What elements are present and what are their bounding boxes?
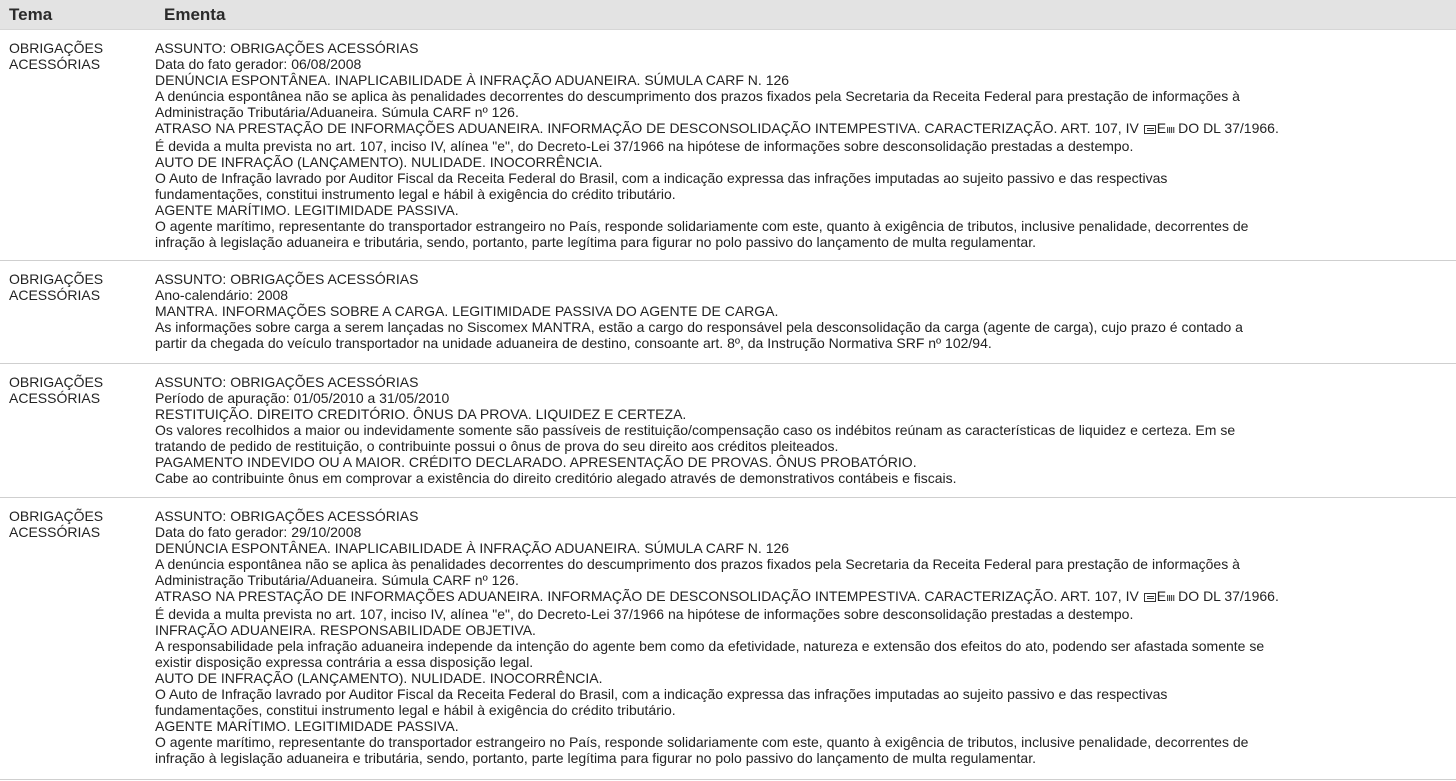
document-icon — [1144, 593, 1156, 602]
ementa-line: Ano-calendário: 2008 — [155, 287, 289, 303]
ementa-line: Cabe ao contribuinte ônus em comprovar a existência do direito creditório alegado através de demonstrativos contábeis e fiscais. — [155, 470, 957, 486]
tema-line: ACESSÓRIAS — [9, 287, 101, 303]
ementa-line: tratando de pedido de restituição, o contribuinte possui o ônus de prova do seu direito aos créditos pleiteados. — [155, 438, 839, 454]
cell-ementa — [155, 261, 1456, 363]
ementa-line: DENÚNCIA ESPONTÂNEA. INAPLICABILIDADE À INFRAÇÃO ADUANEIRA. SÚMULA CARF N. 126 — [155, 540, 790, 556]
table-body — [0, 30, 1456, 780]
ementa-line: RESTITUIÇÃO. DIREITO CREDITÓRIO. ÔNUS DA PROVA. LIQUIDEZ E CERTEZA. — [155, 406, 687, 422]
ementa-line: ASSUNTO: OBRIGAÇÕES ACESSÓRIAS — [155, 40, 419, 56]
tema-line: OBRIGAÇÕES — [9, 271, 104, 287]
ementa-text: ATRASO NA PRESTAÇÃO DE INFORMAÇÕES ADUANEIRA. INFORMAÇÃO DE DESCONSOLIDAÇÃO INTEMPESTIVA. CARACTERIZAÇÃO. ART. 107, IV — [155, 120, 1143, 136]
ementa-line: Os valores recolhidos a maior ou indevidamente somente são passíveis de restituição/compensação caso os indébitos reúnam as características de liquidez e certeza. Em se — [155, 422, 1236, 438]
ementa-text: E — [1156, 120, 1167, 136]
tema-line: ACESSÓRIAS — [9, 390, 101, 406]
ementa-text: DO DL 37/1966. — [1174, 588, 1279, 604]
header-ementa: Ementa — [164, 4, 226, 24]
garbled-glyph: ıııı — [1166, 592, 1175, 604]
ementa-text: DO DL 37/1966. — [1174, 120, 1279, 136]
ementa-line: ASSUNTO: OBRIGAÇÕES ACESSÓRIAS — [155, 271, 419, 287]
ementa-line: A responsabilidade pela infração aduaneira independe da intenção do agente bem como da efetividade, natureza e extensão dos efeitos do ato, podendo ser afastada somente se — [155, 638, 1265, 654]
cell-tema — [0, 364, 155, 497]
ementa-line — [155, 120, 1450, 138]
ementa-line: A denúncia espontânea não se aplica às penalidades decorrentes do descumprimento dos prazos fixados pela Secretaria da Receita Federal para prestação de informações à — [155, 88, 1240, 104]
ementa-line: A denúncia espontânea não se aplica às penalidades decorrentes do descumprimento dos prazos fixados pela Secretaria da Receita Federal para prestação de informações à — [155, 556, 1240, 572]
cell-tema — [0, 498, 155, 779]
ementa-line: É devida a multa prevista no art. 107, inciso IV, alínea "e", do Decreto-Lei 37/1966 na hipótese de informações sobre desconsolidação prestadas a destempo. — [155, 606, 1134, 622]
table-row — [0, 498, 1456, 780]
ementa-line: ASSUNTO: OBRIGAÇÕES ACESSÓRIAS — [155, 508, 419, 524]
header-tema: Tema — [9, 4, 53, 24]
ementa-line: O Auto de Infração lavrado por Auditor Fiscal da Receita Federal do Brasil, com a indicação expressa das infrações imputadas ao sujeito passivo e das respectivas — [155, 170, 1168, 186]
tema-line: ACESSÓRIAS — [9, 524, 101, 540]
ementa-line: partir da chegada do veículo transportador na unidade aduaneira de destino, consoante art. 8º, da Instrução Normativa SRF nº 102/94. — [155, 335, 992, 351]
ementa-line: O agente marítimo, representante do transportador estrangeiro no País, responde solidariamente com este, quanto à exigência de tributos, inclusive penalidade, decorrentes de — [155, 734, 1249, 750]
ementa-text: E — [1156, 588, 1167, 604]
ementa-line: ASSUNTO: OBRIGAÇÕES ACESSÓRIAS — [155, 374, 419, 390]
ementa-line: MANTRA. INFORMAÇÕES SOBRE A CARGA. LEGITIMIDADE PASSIVA DO AGENTE DE CARGA. — [155, 303, 779, 319]
ementa-line: Período de apuração: 01/05/2010 a 31/05/2010 — [155, 390, 450, 406]
ementa-line: AUTO DE INFRAÇÃO (LANÇAMENTO). NULIDADE. INOCORRÊNCIA. — [155, 154, 603, 170]
ementa-line: As informações sobre carga a serem lançadas no Siscomex MANTRA, estão a cargo do responsável pela desconsolidação da carga (agente de carga), cujo prazo é contado a — [155, 319, 1243, 335]
ementa-line: INFRAÇÃO ADUANEIRA. RESPONSABILIDADE OBJETIVA. — [155, 622, 536, 638]
ementa-line: AUTO DE INFRAÇÃO (LANÇAMENTO). NULIDADE. INOCORRÊNCIA. — [155, 670, 603, 686]
ementa-line: O Auto de Infração lavrado por Auditor Fiscal da Receita Federal do Brasil, com a indicação expressa das infrações imputadas ao sujeito passivo e das respectivas — [155, 686, 1168, 702]
ementa-line: infração à legislação aduaneira e tributária, sendo, portanto, parte legítima para figurar no polo passivo do lançamento de multa regulamentar. — [155, 750, 1036, 766]
garbled-glyph: ıııı — [1166, 124, 1175, 136]
cell-ementa — [155, 30, 1456, 260]
ementa-line: DENÚNCIA ESPONTÂNEA. INAPLICABILIDADE À INFRAÇÃO ADUANEIRA. SÚMULA CARF N. 126 — [155, 72, 790, 88]
tema-line: OBRIGAÇÕES — [9, 508, 104, 524]
table-header — [0, 0, 1456, 30]
ementa-text: ATRASO NA PRESTAÇÃO DE INFORMAÇÕES ADUANEIRA. INFORMAÇÃO DE DESCONSOLIDAÇÃO INTEMPESTIVA. CARACTERIZAÇÃO. ART. 107, IV — [155, 588, 1143, 604]
ementa-line: AGENTE MARÍTIMO. LEGITIMIDADE PASSIVA. — [155, 718, 459, 734]
cell-tema — [0, 30, 155, 260]
ementa-line: infração à legislação aduaneira e tributária, sendo, portanto, parte legítima para figurar no polo passivo do lançamento de multa regulamentar. — [155, 234, 1036, 250]
ementa-line: Administração Tributária/Aduaneira. Súmula CARF nº 126. — [155, 104, 519, 120]
cell-ementa — [155, 498, 1456, 779]
ementa-line: Data do fato gerador: 06/08/2008 — [155, 56, 362, 72]
tema-line: OBRIGAÇÕES — [9, 374, 104, 390]
ementa-line: Administração Tributária/Aduaneira. Súmula CARF nº 126. — [155, 572, 519, 588]
table-row — [0, 261, 1456, 364]
tema-line: ACESSÓRIAS — [9, 56, 101, 72]
document-icon — [1144, 125, 1156, 134]
ementa-line: AGENTE MARÍTIMO. LEGITIMIDADE PASSIVA. — [155, 202, 459, 218]
ementa-line: fundamentações, constitui instrumento legal e hábil à exigência do crédito tributário. — [155, 702, 676, 718]
table-row — [0, 364, 1456, 498]
ementa-line: PAGAMENTO INDEVIDO OU A MAIOR. CRÉDITO DECLARADO. APRESENTAÇÃO DE PROVAS. ÔNUS PROBATÓRIO. — [155, 454, 917, 470]
ementa-line: Data do fato gerador: 29/10/2008 — [155, 524, 362, 540]
ementa-line: O agente marítimo, representante do transportador estrangeiro no País, responde solidariamente com este, quanto à exigência de tributos, inclusive penalidade, decorrentes de — [155, 218, 1249, 234]
cell-ementa — [155, 364, 1456, 497]
ementa-line: É devida a multa prevista no art. 107, inciso IV, alínea "e", do Decreto-Lei 37/1966 na hipótese de informações sobre desconsolidação prestadas a destempo. — [155, 138, 1134, 154]
table-row — [0, 30, 1456, 261]
ementa-line: fundamentações, constitui instrumento legal e hábil à exigência do crédito tributário. — [155, 186, 676, 202]
tema-line: OBRIGAÇÕES — [9, 40, 104, 56]
ementa-line — [155, 588, 1450, 606]
ementa-line: existir disposição expressa contrária a essa disposição legal. — [155, 654, 534, 670]
cell-tema — [0, 261, 155, 363]
